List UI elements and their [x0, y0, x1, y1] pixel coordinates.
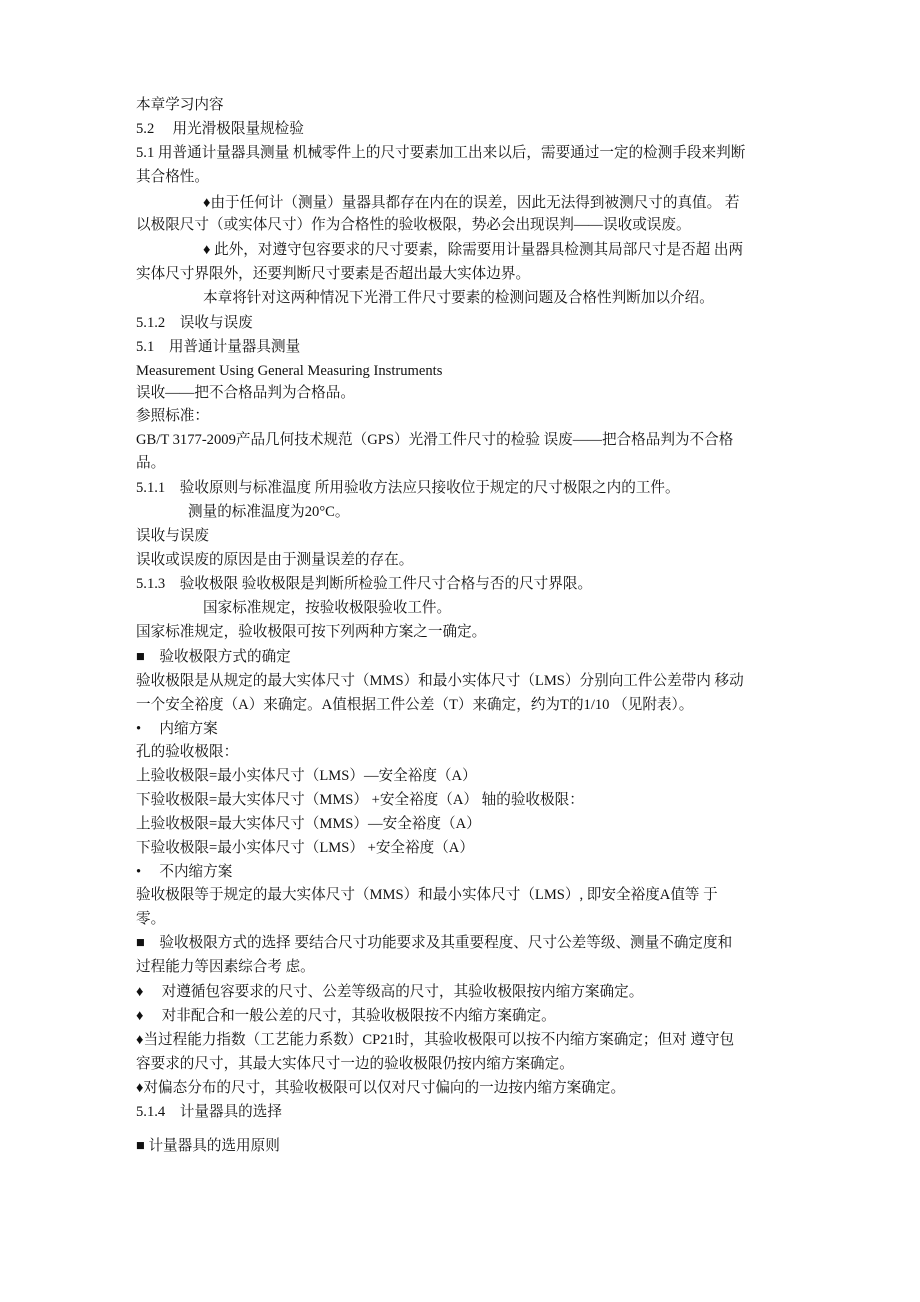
bullet-item: • 内缩方案 [136, 721, 218, 737]
paragraph-line: 零。 [136, 911, 166, 927]
paragraph-line: 其合格性。 [136, 169, 209, 185]
paragraph-line: 误收或误废的原因是由于测量误差的存在。 [136, 552, 414, 568]
paragraph-line: ♦由于任何计（测量）量器具都存在内在的误差，因此无法得到被测尺寸的真值。 若 [203, 195, 740, 211]
section-heading: 5.1.3 验收极限 验收极限是判断所检验工件尺寸合格与否的尺寸界限。 [136, 576, 593, 592]
paragraph-line: 本章将针对这两种情况下光滑工件尺寸要素的检测问题及合格性判断加以介绍。 [203, 290, 714, 306]
paragraph-line: 国家标准规定，验收极限可按下列两种方案之一确定。 [136, 624, 487, 640]
paragraph-line: 误收——把不合格品判为合格品。 [136, 385, 355, 401]
bullet-heading: ■ 计量器具的选用原则 [136, 1138, 280, 1154]
bullet-heading: ■ 验收极限方式的选择 要结合尺寸功能要求及其重要程度、尺寸公差等级、测量不确定度和 [136, 935, 733, 951]
formula-line: 下验收极限=最小实体尺寸（LMS） +安全裕度（A） [136, 840, 474, 856]
section-heading: 5.2 用光滑极限量规检验 [136, 121, 304, 137]
paragraph-line: 国家标准规定，按验收极限验收工件。 [203, 600, 452, 616]
paragraph-line: 实体尺寸界限外，还要判断尺寸要素是否超出最大实体边界。 [136, 266, 531, 282]
paragraph-line: 参照标准： [136, 408, 209, 424]
paragraph-line: 过程能力等因素综合考 虑。 [136, 959, 315, 975]
paragraph-line: 孔的验收极限： [136, 744, 239, 760]
bullet-heading: ■ 验收极限方式的确定 [136, 649, 291, 665]
paragraph-line: GB/T 3177-2009产品几何技术规范（GPS）光滑工件尺寸的检验 误废——把合格品判为不合格 [136, 432, 734, 448]
bullet-item: • 不内缩方案 [136, 864, 233, 880]
bullet-item: ♦ 对遵循包容要求的尺寸、公差等级高的尺寸，其验收极限按内缩方案确定。 [136, 984, 644, 1000]
paragraph-line: Measurement Using General Measuring Instruments [136, 363, 443, 379]
formula-line: 上验收极限=最小实体尺寸（LMS）—安全裕度（A） [136, 768, 477, 784]
section-heading: 5.1 用普通计量器具测量 [136, 339, 301, 355]
paragraph-line: 容要求的尺寸，其最大实体尺寸一边的验收极限仍按内缩方案确定。 [136, 1056, 574, 1072]
paragraph-line: 验收极限是从规定的最大实体尺寸（MMS）和最小实体尺寸（LMS）分别向工件公差带内 移动 [136, 673, 744, 689]
paragraph-line: 验收极限等于规定的最大实体尺寸（MMS）和最小实体尺寸（LMS）, 即安全裕度A值等 于 [136, 887, 718, 903]
paragraph-line: 以极限尺寸（或实体尺寸）作为合格性的验收极限，势必会出现误判——误收或误废。 [136, 217, 691, 233]
formula-line: 下验收极限=最大实体尺寸（MMS） +安全裕度（A） 轴的验收极限： [136, 792, 584, 808]
paragraph-line: 测量的标准温度为20°C。 [188, 504, 350, 520]
paragraph-line: 品。 [136, 455, 166, 471]
section-heading: 5.1.4 计量器具的选择 [136, 1104, 282, 1120]
paragraph-line: ♦ 此外，对遵守包容要求的尺寸要素，除需要用计量器具检测其局部尺寸是否超 出两 [203, 242, 744, 258]
paragraph-line: 误收与误废 [136, 528, 209, 544]
section-heading: 5.1.1 验收原则与标准温度 所用验收方法应只接收位于规定的尺寸极限之内的工件。 [136, 480, 680, 496]
chapter-heading: 本章学习内容 [136, 97, 224, 113]
paragraph-line: 一个安全裕度（A）来确定。A值根据工件公差（T）来确定，约为T的1/10 （见附表）。 [136, 697, 694, 713]
bullet-item: ♦当过程能力指数（工艺能力系数）CP21时，其验收极限可以按不内缩方案确定；但对 遵守包 [136, 1032, 735, 1048]
bullet-item: ♦对偏态分布的尺寸，其验收极限可以仅对尺寸偏向的一边按内缩方案确定。 [136, 1080, 626, 1096]
paragraph-line: 5.1 用普通计量器具测量 机械零件上的尺寸要素加工出来以后，需要通过一定的检测手段来判断 [136, 145, 746, 161]
section-heading: 5.1.2 误收与误废 [136, 315, 253, 331]
formula-line: 上验收极限=最大实体尺寸（MMS）—安全裕度（A） [136, 816, 481, 832]
bullet-item: ♦ 对非配合和一般公差的尺寸，其验收极限按不内缩方案确定。 [136, 1008, 556, 1024]
